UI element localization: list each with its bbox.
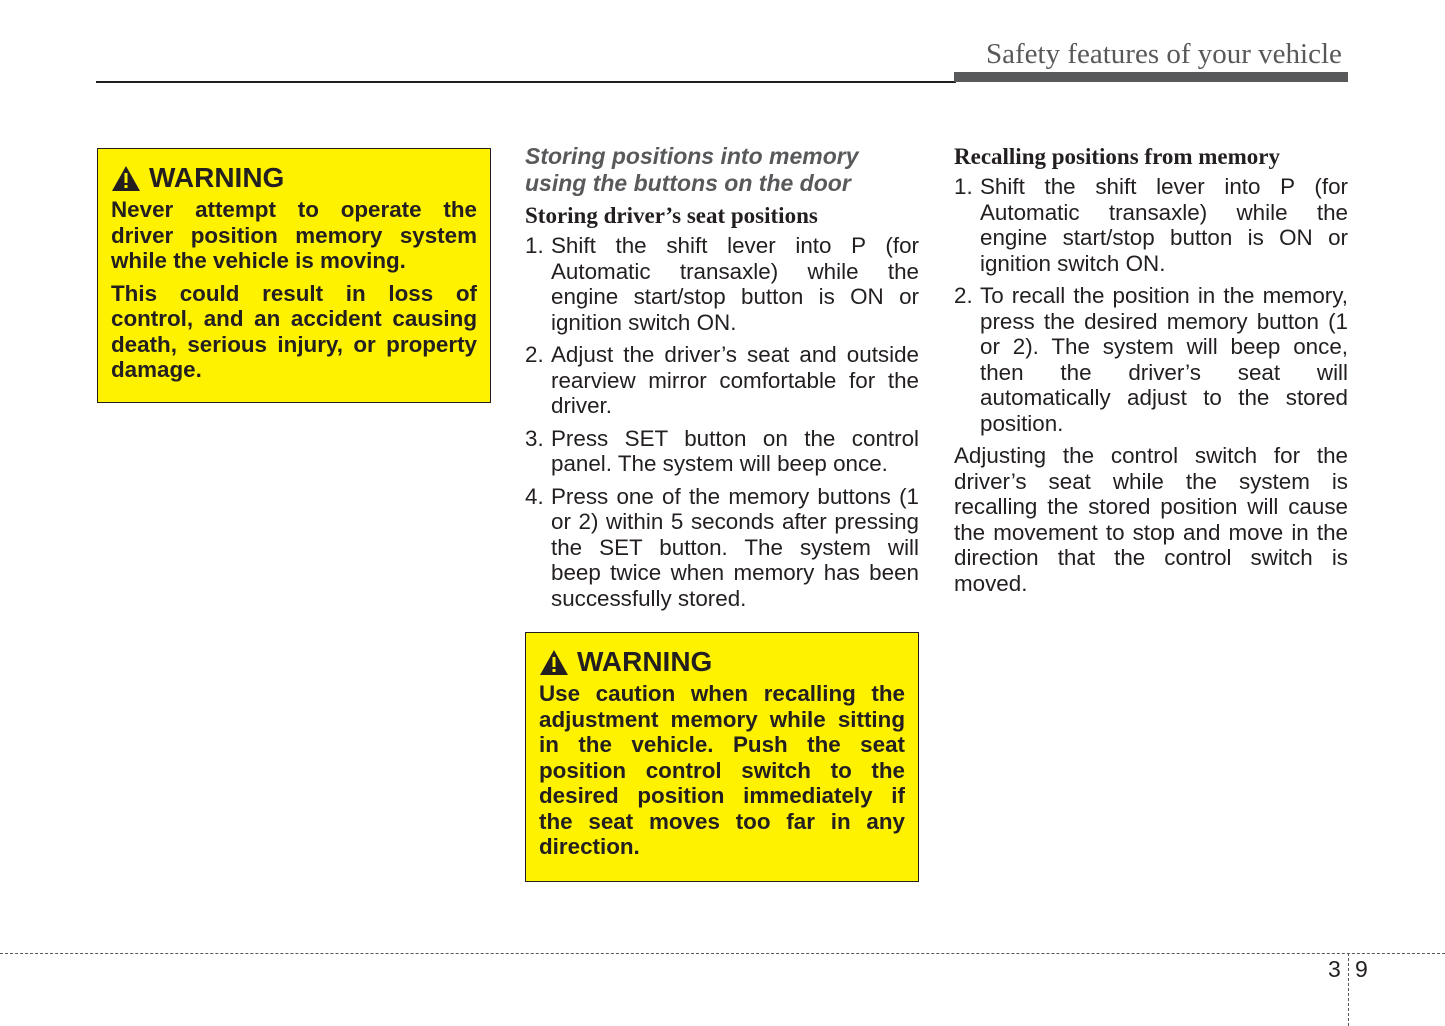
warning-text: Use caution when recalling the adjustment memory while sitting in the vehicle. Push the seat position control switch to the desired position immediately if the seat moves too far in any direction. (539, 681, 905, 859)
footer-rule (0, 953, 1445, 954)
warning-title: WARNING (149, 162, 285, 193)
header-bar (954, 72, 1348, 82)
middle-column (525, 143, 919, 618)
subheading: Recalling positions from memory (954, 144, 1281, 169)
warning-title: WARNING (577, 646, 713, 677)
header-rule (96, 81, 956, 83)
steps-list (954, 174, 1348, 436)
warning-text: Never attempt to operate the driver position memory system while the vehicle is moving. (111, 197, 477, 273)
list-item: 2. To recall the position in the memory, press the desired memory button (1 or 2). The system will beep once, then the driver’s seat will automatically adjust to the stored position. (954, 283, 1348, 436)
footer-divider (1348, 953, 1349, 1026)
warning-box-left (97, 148, 491, 403)
list-item: 1. Shift the shift lever into P (for Automatic transaxle) while the engine start/stop button is ON or ignition switch ON. (954, 174, 1348, 276)
warning-triangle-icon (111, 165, 141, 192)
chapter-number: 3 (1328, 956, 1341, 982)
warning-box-middle (525, 632, 919, 882)
warning-triangle-icon (539, 649, 569, 676)
right-column (954, 142, 1348, 596)
subheading: Storing driver’s seat positions (525, 203, 818, 228)
note-paragraph: Adjusting the control switch for the driver’s seat while the system is recalling the stored position will cause the movement to stop and move in the direction that the control switch is moved. (954, 443, 1348, 596)
page-number: 9 (1355, 956, 1368, 982)
list-item: 2. Adjust the driver’s seat and outside rearview mirror comfortable for the driver. (525, 342, 919, 418)
list-item: 1. Shift the shift lever into P (for Automatic transaxle) while the engine start/stop button is ON or ignition switch ON. (525, 233, 919, 335)
list-item: 3. Press SET button on the control panel. The system will beep once. (525, 425, 919, 476)
section-title: Storing positions into memory using the buttons on the door (525, 143, 859, 196)
list-item: 4. Press one of the memory buttons (1 or 2) within 5 seconds after pressing the SET button. The system will beep twice when memory has been successfully stored. (525, 483, 919, 611)
header-title: Safety features of your vehicle (986, 38, 1342, 70)
steps-list (525, 233, 919, 611)
warning-text: This could result in loss of control, and an accident causing death, serious injury, or property damage. (111, 280, 477, 382)
